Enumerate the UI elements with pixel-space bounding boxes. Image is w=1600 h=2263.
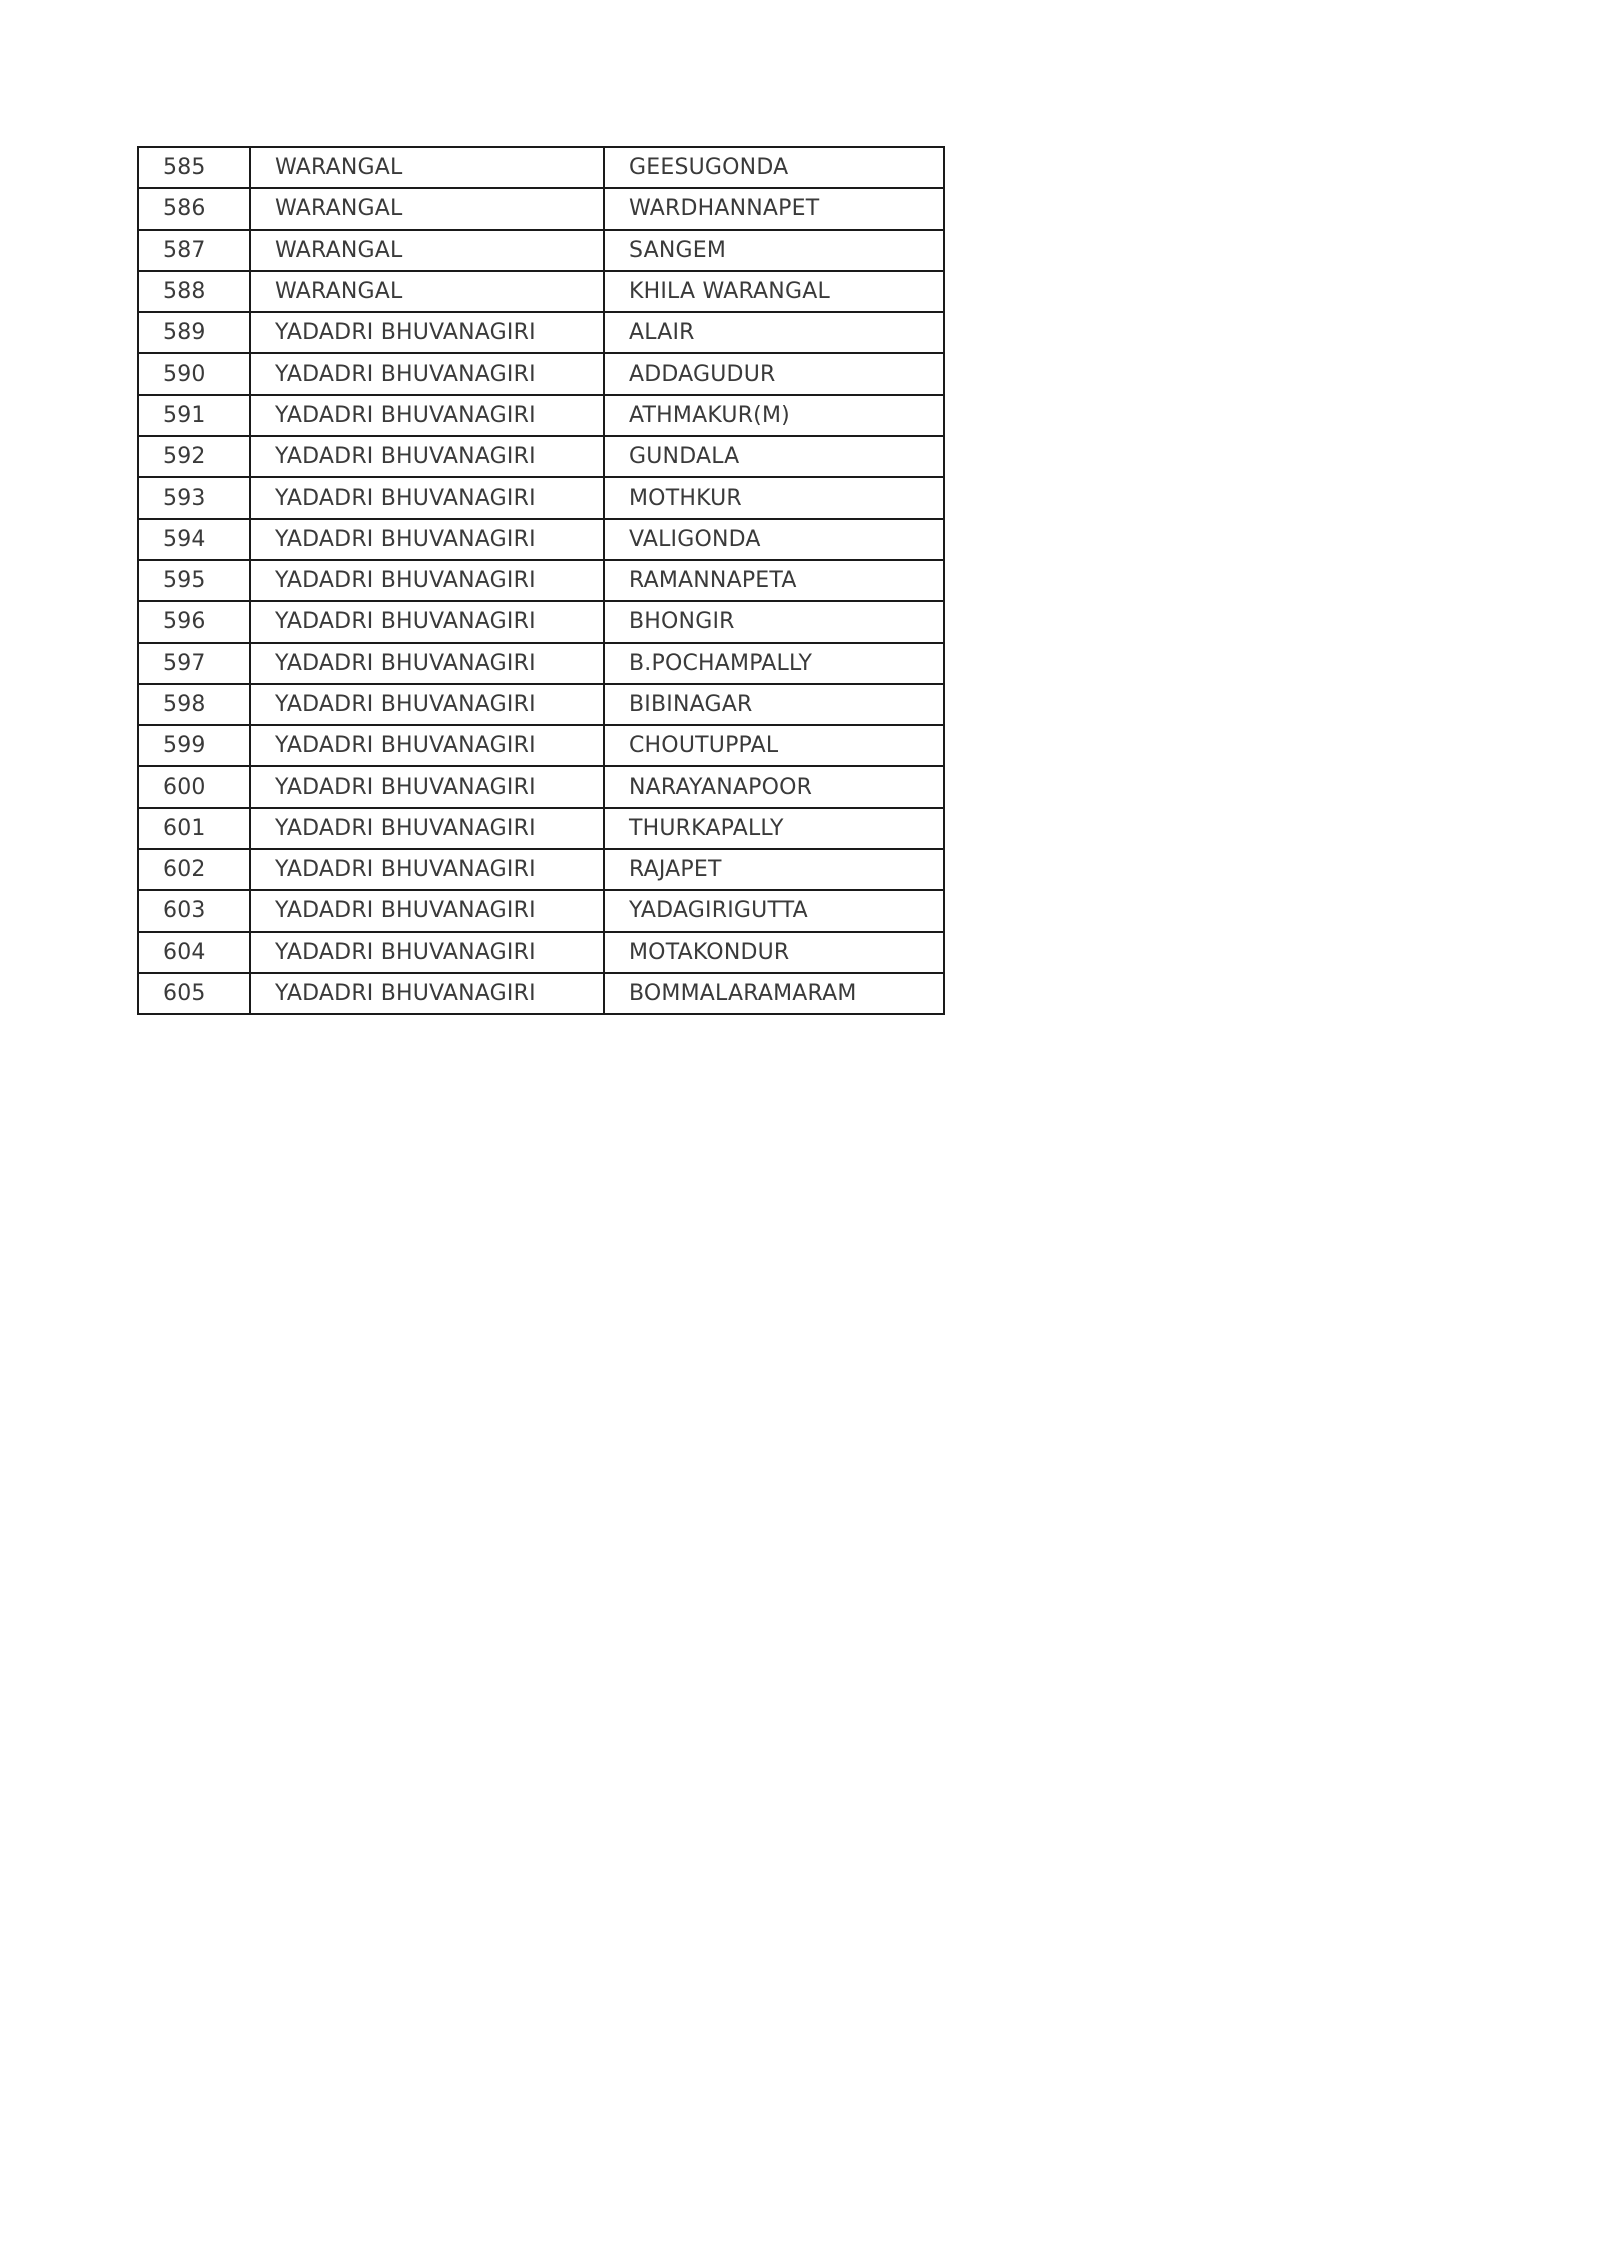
serial-number-cell: 594	[138, 519, 250, 560]
district-cell: WARANGAL	[250, 188, 604, 229]
serial-number-cell: 599	[138, 725, 250, 766]
serial-number-cell: 605	[138, 973, 250, 1014]
mandal-cell: SANGEM	[604, 230, 944, 271]
mandal-cell: RAMANNAPETA	[604, 560, 944, 601]
table-row	[138, 643, 944, 684]
serial-number-cell: 603	[138, 890, 250, 931]
district-cell: YADADRI BHUVANAGIRI	[250, 849, 604, 890]
district-cell: WARANGAL	[250, 230, 604, 271]
district-cell: YADADRI BHUVANAGIRI	[250, 395, 604, 436]
table-row	[138, 684, 944, 725]
district-cell: YADADRI BHUVANAGIRI	[250, 890, 604, 931]
table-body	[138, 147, 944, 1014]
table-row	[138, 477, 944, 518]
table-row	[138, 849, 944, 890]
district-cell: YADADRI BHUVANAGIRI	[250, 684, 604, 725]
serial-number-cell: 595	[138, 560, 250, 601]
mandal-cell: ATHMAKUR(M)	[604, 395, 944, 436]
table-row	[138, 147, 944, 188]
district-cell: YADADRI BHUVANAGIRI	[250, 643, 604, 684]
mandal-cell: CHOUTUPPAL	[604, 725, 944, 766]
serial-number-cell: 602	[138, 849, 250, 890]
mandal-cell: WARDHANNAPET	[604, 188, 944, 229]
mandal-cell: GEESUGONDA	[604, 147, 944, 188]
serial-number-cell: 585	[138, 147, 250, 188]
table-row	[138, 395, 944, 436]
mandal-cell: YADAGIRIGUTTA	[604, 890, 944, 931]
table-row	[138, 890, 944, 931]
mandal-cell: MOTAKONDUR	[604, 932, 944, 973]
district-cell: YADADRI BHUVANAGIRI	[250, 353, 604, 394]
table-row	[138, 808, 944, 849]
district-cell: YADADRI BHUVANAGIRI	[250, 436, 604, 477]
district-cell: YADADRI BHUVANAGIRI	[250, 932, 604, 973]
serial-number-cell: 600	[138, 766, 250, 807]
table-row	[138, 560, 944, 601]
table-row	[138, 436, 944, 477]
mandal-cell: MOTHKUR	[604, 477, 944, 518]
mandal-cell: NARAYANAPOOR	[604, 766, 944, 807]
table-row	[138, 973, 944, 1014]
serial-number-cell: 604	[138, 932, 250, 973]
district-cell: YADADRI BHUVANAGIRI	[250, 312, 604, 353]
table-row	[138, 312, 944, 353]
table-row	[138, 766, 944, 807]
serial-number-cell: 590	[138, 353, 250, 394]
serial-number-cell: 601	[138, 808, 250, 849]
mandal-cell: BHONGIR	[604, 601, 944, 642]
serial-number-cell: 586	[138, 188, 250, 229]
district-cell: YADADRI BHUVANAGIRI	[250, 519, 604, 560]
mandal-cell: BOMMALARAMARAM	[604, 973, 944, 1014]
serial-number-cell: 596	[138, 601, 250, 642]
mandal-cell: VALIGONDA	[604, 519, 944, 560]
mandal-cell: BIBINAGAR	[604, 684, 944, 725]
table-row	[138, 353, 944, 394]
serial-number-cell: 591	[138, 395, 250, 436]
table-row	[138, 230, 944, 271]
district-cell: WARANGAL	[250, 147, 604, 188]
table-row	[138, 725, 944, 766]
serial-number-cell: 589	[138, 312, 250, 353]
mandal-table	[137, 146, 945, 1015]
serial-number-cell: 587	[138, 230, 250, 271]
table-row	[138, 519, 944, 560]
mandal-cell: RAJAPET	[604, 849, 944, 890]
mandal-cell: THURKAPALLY	[604, 808, 944, 849]
table-row	[138, 271, 944, 312]
mandal-cell: KHILA WARANGAL	[604, 271, 944, 312]
mandal-cell: ADDAGUDUR	[604, 353, 944, 394]
table-row	[138, 932, 944, 973]
table-row	[138, 601, 944, 642]
serial-number-cell: 593	[138, 477, 250, 518]
table-row	[138, 188, 944, 229]
mandal-cell: GUNDALA	[604, 436, 944, 477]
district-cell: WARANGAL	[250, 271, 604, 312]
district-cell: YADADRI BHUVANAGIRI	[250, 560, 604, 601]
district-cell: YADADRI BHUVANAGIRI	[250, 725, 604, 766]
district-cell: YADADRI BHUVANAGIRI	[250, 477, 604, 518]
serial-number-cell: 598	[138, 684, 250, 725]
mandal-cell: B.POCHAMPALLY	[604, 643, 944, 684]
serial-number-cell: 597	[138, 643, 250, 684]
serial-number-cell: 588	[138, 271, 250, 312]
district-cell: YADADRI BHUVANAGIRI	[250, 601, 604, 642]
serial-number-cell: 592	[138, 436, 250, 477]
district-cell: YADADRI BHUVANAGIRI	[250, 973, 604, 1014]
district-cell: YADADRI BHUVANAGIRI	[250, 808, 604, 849]
mandal-cell: ALAIR	[604, 312, 944, 353]
district-cell: YADADRI BHUVANAGIRI	[250, 766, 604, 807]
